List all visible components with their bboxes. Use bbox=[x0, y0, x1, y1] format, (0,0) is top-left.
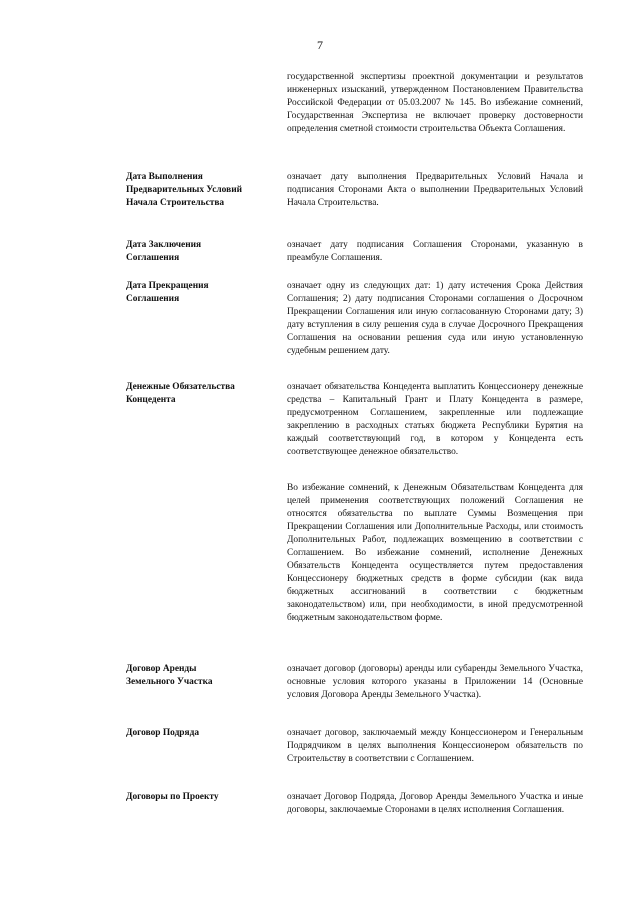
page-number: 7 bbox=[317, 38, 323, 52]
definition-land-lease-agreement: означает договор (договоры) аренды или субаренды Земельного Участка, основные условия которого указаны в Приложении 14 (Основные условия Договора Аренды Земельного Участка). bbox=[287, 664, 583, 700]
term-project-agreements: Договоры по Проекту bbox=[126, 792, 219, 802]
definition-project-agreements: означает Договор Подряда, Договор Аренды Земельного Участка и иные договоры, заключаемые Сторонами в целях исполнения Соглашения. bbox=[287, 792, 583, 815]
definition-start-conditions-date: означает дату выполнения Предварительных Условий Начала и подписания Сторонами Акта о выполнении Предварительных Условий Начала Строительства. bbox=[287, 172, 583, 208]
term-agreement-conclusion-date: Дата Заключения Соглашения bbox=[126, 240, 202, 263]
definition-agreement-termination-date: означает одну из следующих дат: 1) дату истечения Срока Действия Соглашения; 2) дату подписания Сторонами соглашения о Досрочном Прекращении Соглашения или иную согласованную Сторонами дату; 3) дату вступления в силу решения суда в случае Досрочного Прекращения Соглашения на основании решения суда или иную установленную судебным решением дату. bbox=[287, 281, 583, 356]
term-land-lease-agreement: Договор Аренды Земельного Участка bbox=[126, 664, 213, 687]
term-grantor-monetary-obligations: Денежные Обязательства Концедента bbox=[126, 382, 235, 405]
term-agreement-termination-date: Дата Прекращения Соглашения bbox=[126, 281, 209, 304]
definition-construction-contract: означает договор, заключаемый между Концессионером и Генеральным Подрядчиком в целях выполнения Концессионером обязательств по Строительству в соответствии с Соглашением. bbox=[287, 728, 583, 764]
term-start-conditions-date: Дата Выполнения Предварительных Условий Начала Строительства bbox=[126, 172, 242, 208]
definition-grantor-monetary-obligations: означает обязательства Концедента выплатить Концессионеру денежные средства – Капитальный Грант и Плату Концедента в размере, предусмотренном Соглашением, закрепленные или подлежащие закреплению в расходных статьях бюджета Республики Бурятия на каждый соответствующий год, в котором у Концедента есть соответствующее денежное обязательство. bbox=[287, 382, 583, 457]
definition-agreement-conclusion-date: означает дату подписания Соглашения Сторонами, указанную в преамбуле Соглашения. bbox=[287, 240, 583, 263]
definition-grantor-monetary-obligations-note: Во избежание сомнений, к Денежным Обязательствам Концедента для целей применения соответствующих положений Соглашения не относятся обязательства по выплате Суммы Возмещения при Прекращении Соглашения или Дополнительные Расходы, или стоимость Дополнительных Работ, подлежащих возмещению в соответствии с Соглашением. Во избежание сомнений, исполнение Денежных Обязательств Концедента осуществляется путем предоставления Концессионеру бюджетных средств в форме субсидии (как вида бюджетных ассигнований в соответствии с бюджетным законодательством) или, при необходимости, в иной предусмотренной бюджетным законодательством форме. bbox=[287, 483, 583, 623]
term-construction-contract: Договор Подряда bbox=[126, 728, 200, 738]
intro-paragraph: государственной экспертизы проектной документации и результатов инженерных изысканий, утвержденном Постановлением Правительства Российской Федерации от 05.03.2007 № 145. Во избежание сомнений, Государственная Экспертиза не включает проверку достоверности определения сметной стоимости строительства Объекта Соглашения. bbox=[287, 72, 583, 134]
